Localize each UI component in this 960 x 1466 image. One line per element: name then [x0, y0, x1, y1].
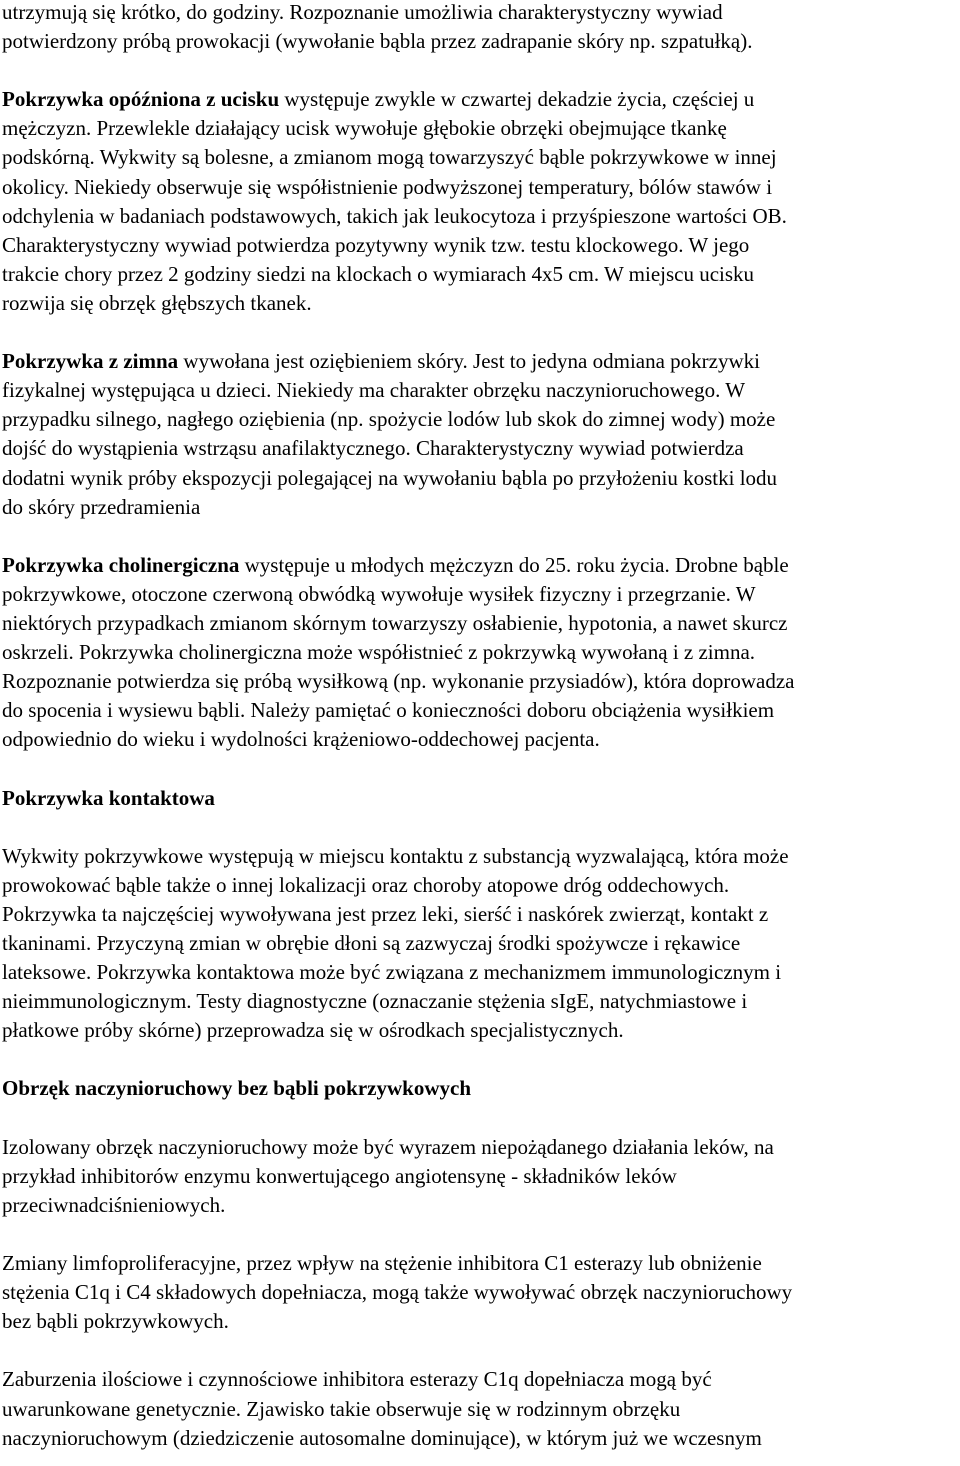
- text-line: [2, 347, 958, 376]
- paragraph-gap: [2, 1104, 958, 1133]
- paragraph-gap: [2, 522, 958, 551]
- text-line-rest: wywołana jest oziębieniem skóry. Jest to jedyna odmiana pokrzywki: [178, 349, 760, 374]
- text-line: do skóry przedramienia: [2, 494, 201, 519]
- paragraph-gap: [2, 1220, 958, 1249]
- text-line: Charakterystyczny wywiad potwierdza pozytywny wynik tzw. testu klockowego. W jego: [2, 232, 750, 257]
- text-line: do spocenia i wysiewu bąbli. Należy pamiętać o konieczności doboru obciążenia wysiłkiem: [2, 698, 775, 723]
- paragraph-gap: [2, 56, 958, 85]
- paragraph-gap: [2, 318, 958, 347]
- text-line: Zaburzenia ilościowe i czynnościowe inhibitora esterazy C1q dopełniacza mogą być: [2, 1367, 712, 1392]
- text-line: przykład inhibitorów enzymu konwertującego angiotensynę - składników leków: [2, 1163, 677, 1188]
- text-line: dodatni wynik próby ekspozycji polegającej na wywołaniu bąbla po przyłożeniu kostki lodu: [2, 465, 778, 490]
- text-line: bez bąbli pokrzywkowych.: [2, 1309, 229, 1334]
- text-line: podskórną. Wykwity są bolesne, a zmianom mogą towarzyszyć bąble pokrzywkowe w innej: [2, 145, 777, 170]
- paragraph-provocation: [2, 0, 958, 56]
- text-line: tkaninami. Przyczyną zmian w obrębie dłoni są zazwyczaj środki spożywcze i rękawice: [2, 931, 741, 955]
- text-line: potwierdzony próbą prowokacji (wywołanie bąbla przez zadrapanie skóry np. szpatułką).: [2, 29, 753, 54]
- paragraph-gap: [2, 1336, 958, 1365]
- text-line: fizykalnej występująca u dzieci. Niekiedy ma charakter obrzęku naczynioruchowego. W: [2, 378, 746, 403]
- text-line: utrzymują się krótko, do godziny. Rozpoznanie umożliwia charakterystyczny wywiad: [2, 0, 723, 24]
- document-page: [2, 0, 958, 1453]
- text-line: lateksowe. Pokrzywka kontaktowa może być związana z mechanizmem immunologicznym i: [2, 960, 782, 985]
- text-line: oskrzeli. Pokrzywka cholinergiczna może współistnieć z pokrzywką wywołaną i z zimna.: [2, 640, 756, 665]
- paragraph-gap: [2, 1045, 958, 1074]
- text-line: odpowiednio do wieku i wydolności krążeniowo-oddechowej pacjenta.: [2, 727, 600, 752]
- paragraph-isolated-angioedema: [2, 1133, 958, 1220]
- text-line: Pokrzywka ta najczęściej wywoływana jest przez leki, sierść i naskórek zwierząt, kontakt z: [2, 901, 769, 926]
- paragraph-delayed-pressure-urticaria: [2, 85, 958, 318]
- term-cholinergic-urticaria: Pokrzywka cholinergiczna: [2, 552, 240, 577]
- text-line: Wykwity pokrzywkowe występują w miejscu kontaktu z substancją wyzwalającą, która może: [2, 843, 789, 868]
- text-line: [2, 551, 958, 580]
- text-line: przeciwnadciśnieniowych.: [2, 1192, 226, 1217]
- text-line: prowokować bąble także o innej lokalizacji oraz choroby atopowe dróg oddechowych.: [2, 872, 730, 897]
- heading-angioedema: Obrzęk naczynioruchowy bez bąbli pokrzywkowych: [2, 1076, 472, 1101]
- text-line: Zmiany limfoproliferacyjne, przez wpływ na stężenie inhibitora C1 esterazy lub obniżenie: [2, 1251, 762, 1276]
- paragraph-c1-inhibitor: [2, 1365, 958, 1452]
- text-line-rest: występuje u młodych mężczyzn do 25. roku życia. Drobne bąble: [239, 552, 789, 577]
- text-line: Rozpoznanie potwierdza się próbą wysiłkową (np. wykonanie przysiadów), która doprowadza: [2, 669, 795, 694]
- text-line: trakcie chory przez 2 godziny siedzi na klockach o wymiarach 4x5 cm. W miejscu ucisku: [2, 261, 755, 286]
- text-line: uwarunkowane genetycznie. Zjawisko takie obserwuje się w rodzinnym obrzęku: [2, 1396, 681, 1421]
- paragraph-gap: [2, 813, 958, 842]
- paragraph-lymphoproliferative: [2, 1249, 958, 1336]
- text-line: stężenia C1q i C4 składowych dopełniacza, mogą także wywoływać obrzęk naczynioruchowy: [2, 1280, 793, 1305]
- text-line: przypadku silnego, nagłego oziębienia (np. spożycie lodów lub skok do zimnej wody) może: [2, 407, 776, 432]
- text-line: płatkowe próby skórne) przeprowadza się w ośrodkach specjalistycznych.: [2, 1018, 624, 1043]
- text-line: [2, 85, 958, 114]
- text-line: niektórych przypadkach zmianom skórnym towarzyszy osłabienie, hypotonia, a nawet skurcz: [2, 610, 788, 635]
- text-line: pokrzywkowe, otoczone czerwoną obwódką wywołuje wysiłek fizyczny i przegrzanie. W: [2, 581, 756, 606]
- text-line: dojść do wystąpienia wstrząsu anafilaktycznego. Charakterystyczny wywiad potwierdza: [2, 436, 744, 461]
- heading-contact-urticaria: Pokrzywka kontaktowa: [2, 785, 215, 810]
- text-line-rest: występuje zwykle w czwartej dekadzie życia, częściej u: [279, 87, 755, 112]
- text-line: rozwija się obrzęk głębszych tkanek.: [2, 290, 312, 315]
- text-line: mężczyzn. Przewlekle działający ucisk wywołuje głębokie obrzęki obejmujące tkankę: [2, 116, 727, 141]
- text-line: Izolowany obrzęk naczynioruchowy może być wyrazem niepożądanego działania leków, na: [2, 1134, 774, 1159]
- paragraph-gap: [2, 754, 958, 783]
- paragraph-cholinergic-urticaria: [2, 551, 958, 755]
- term-cold-urticaria: Pokrzywka z zimna: [2, 349, 179, 374]
- text-line: odchylenia w badaniach podstawowych, takich jak leukocytoza i przyśpieszone wartości OB.: [2, 203, 787, 228]
- paragraph-cold-urticaria: [2, 347, 958, 522]
- text-line: naczynioruchowym (dziedziczenie autosomalne dominujące), w którym już we wczesnym: [2, 1425, 762, 1450]
- text-line: okolicy. Niekiedy obserwuje się współistnienie podwyższonej temperatury, bólów stawów i: [2, 174, 773, 199]
- text-line: nieimmunologicznym. Testy diagnostyczne (oznaczanie stężenia sIgE, natychmiastowe i: [2, 989, 748, 1014]
- paragraph-contact-urticaria: [2, 842, 958, 1046]
- term-delayed-pressure-urticaria: Pokrzywka opóźniona z ucisku: [2, 87, 280, 112]
